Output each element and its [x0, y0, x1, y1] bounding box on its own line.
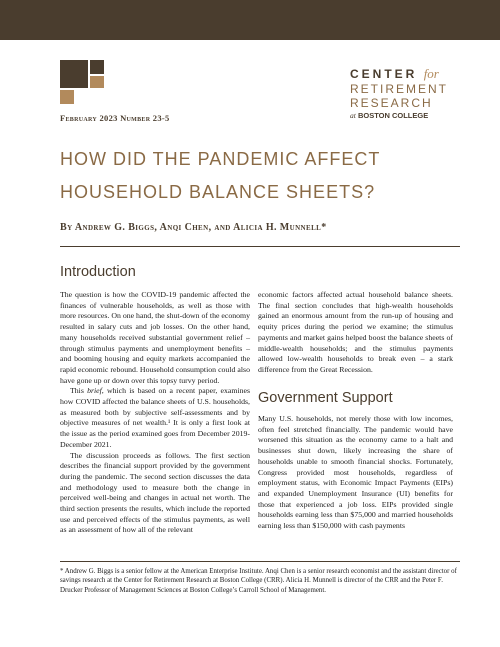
introduction-heading: Introduction [60, 264, 136, 280]
government-support-heading: Government Support [258, 390, 393, 406]
intro-p2-lead: This [70, 386, 88, 396]
support-paragraph-1: Many U.S. households, not merely those with low incomes, often feel stretched financially. The pandemic would have worsened this situation as the economy came to a halt and businesses shut down, likely increasing the share of households unable to smooth financial shocks. Fortunately, Congress provided most households, regardless of employment status, with Economic Impact Payments (EIPs) and expanded Unemployment Insurance (UI) benefits for those that experienced a job loss. EIPs provided single households earning less than $75,000 and married households earning less than $150,000 with cash payments [258, 414, 453, 531]
logo-at: at [350, 111, 356, 120]
author-footnote: * Andrew G. Biggs is a senior fellow at the American Enterprise Institute. Anqi Chen is a senior research economist and the assistant director of savings research at the Center for Retirement Research at Boston College (CRR). Alicia H. Munnell is director of the CRR and the Peter F. Drucker Professor of Management Sciences at Boston College’s Carroll School of Management. [60, 568, 457, 594]
title-line-2: HOUSEHOLD BALANCE SHEETS? [60, 182, 376, 202]
page-title [60, 143, 460, 209]
intro-paragraph-2 [60, 386, 250, 450]
logo-square-bottom-tan [60, 90, 74, 104]
logo-for: for [423, 66, 439, 81]
intro-paragraph-3: The discussion proceeds as follows. The first section describes the financial support provided by the government during the pandemic. The second section discusses the data and methodology used to measure both the change in perceived well-being and changes in actual net worth. The third section presents the results, which include the reported use and perceived effects of the stimulus payments, as well as an assessment of how all of the relevant [60, 450, 250, 535]
header-bar [0, 0, 500, 40]
logo-square-large [60, 60, 88, 88]
logo-square-small-dark [90, 60, 104, 74]
crr-logo [350, 66, 470, 120]
right-column [258, 290, 453, 376]
left-column [60, 290, 250, 536]
logo-retirement: RETIREMENT [350, 82, 448, 96]
logo-center: CENTER [350, 67, 418, 81]
intro-p2-rest: , which is based on a recent paper, examines how COVID affected the balance sheets of U.S. households, as measured both by subjective self-assessments and by objective measures of net wealth.¹ It is only a first look at the issue as the period examined goes from December 2019-December 2021. [60, 386, 251, 449]
issue-label: February 2023 Number 23-5 [60, 113, 170, 123]
intro-paragraph-1: The question is how the COVID-19 pandemic affected the finances of vulnerable households, as well as those with more resources. On one hand, the shut-down of the economy resulted in salary cuts and job losses. On the other hand, many households received substantial government relief – through stimulus payments and unemployment benefits – and booming housing and equity markets accompanied the rapid economic rebound. Household consumption could also have gone up or down over this topsy turvy period. [60, 290, 250, 385]
support-column [258, 414, 453, 532]
logo-boston-college: BOSTON COLLEGE [357, 111, 429, 120]
divider-footnote [60, 561, 460, 562]
title-line-1: HOW DID THE PANDEMIC AFFECT [60, 149, 381, 169]
intro-paragraph-4: economic factors affected actual household balance sheets. The final section concludes that high-wealth households gained an enormous amount from the run-up of housing and equity prices during the period we examine; the stimulus payments and market gains helped boost the balance sheets of middle-wealth households; and the stimulus payments allowed low-wealth households to break even – a stark difference from the Great Recession. [258, 290, 453, 374]
intro-p2-brief: brief [87, 386, 102, 396]
divider-top [60, 246, 460, 247]
logo-square-small-tan [90, 76, 104, 88]
author-byline: By Andrew G. Biggs, Anqi Chen, and Alicia H. Munnell* [60, 222, 327, 233]
logo-research: RESEARCH [350, 96, 433, 110]
header-band [0, 0, 500, 40]
